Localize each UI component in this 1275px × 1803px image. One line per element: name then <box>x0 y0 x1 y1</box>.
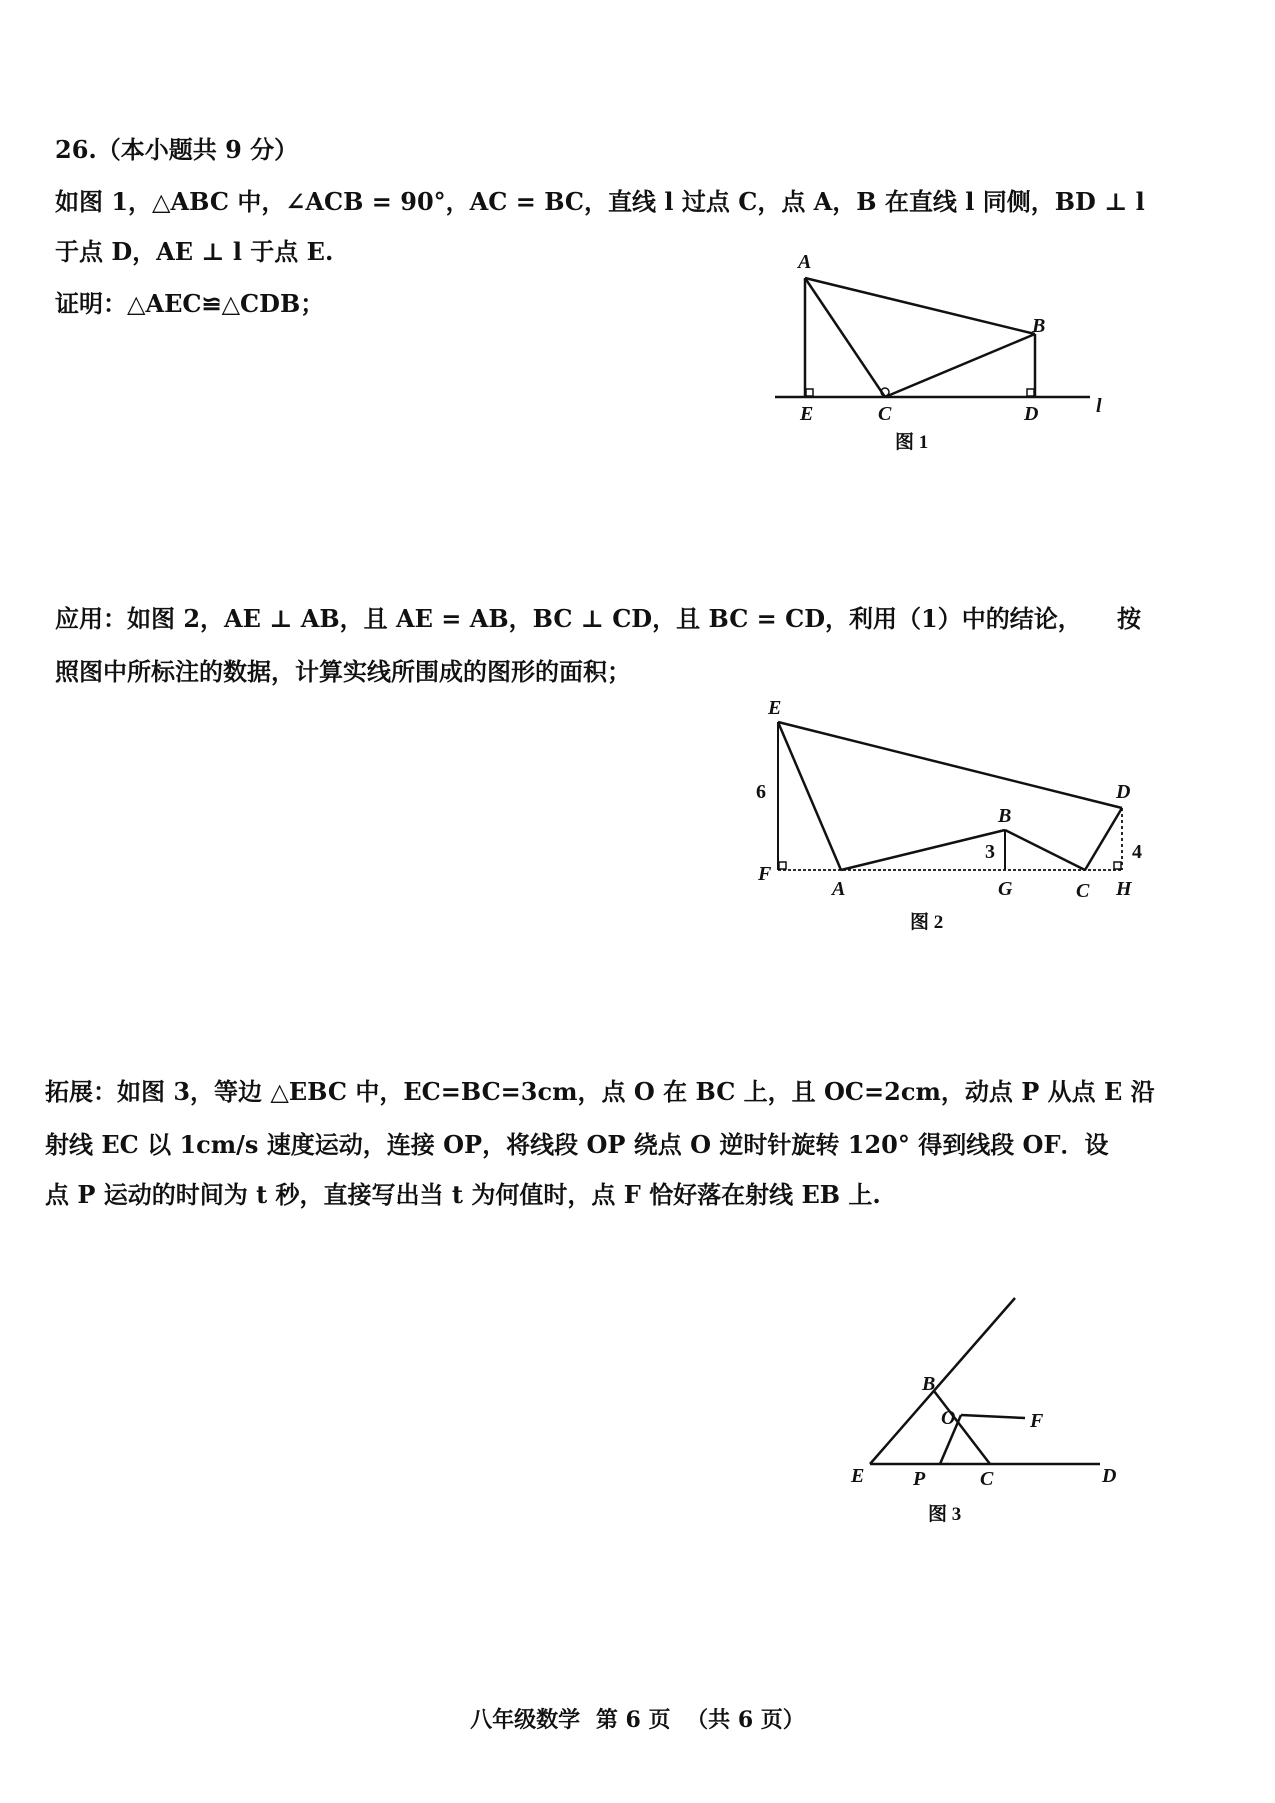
segment-AB <box>805 278 1035 334</box>
right-angle-F <box>779 862 786 869</box>
extend-line-1: 拓展：如图 3，等边 △EBC 中，EC=BC=3cm，点 O 在 BC 上，且 OC=2cm，动点 P 从点 E 沿 <box>45 1077 1155 1106</box>
extend-line-3: 点 P 运动的时间为 t 秒，直接写出当 t 为何值时，点 F 恰好落在射线 EB 上. <box>45 1180 881 1209</box>
ray-EB <box>870 1298 1015 1464</box>
footer-subject: 八年级数学 <box>470 1707 581 1733</box>
segment-EA <box>778 722 841 870</box>
segment-CD <box>1085 808 1122 870</box>
label-D: D <box>1102 1465 1117 1487</box>
right-angle-H <box>1114 862 1121 869</box>
segment-BC <box>1005 830 1085 870</box>
right-angle-E <box>806 389 813 396</box>
label-l: l <box>1096 395 1102 417</box>
label-C: C <box>878 403 892 425</box>
length-BG: 3 <box>985 841 995 863</box>
footer-page: 第 6 页 <box>595 1707 671 1733</box>
intro-line-2: 于点 D，AE ⊥ l 于点 E. <box>55 237 334 266</box>
label-F: F <box>758 863 772 885</box>
label-A: A <box>798 251 812 273</box>
label-H: H <box>1116 878 1132 900</box>
figure-2 <box>740 690 1160 940</box>
apply-line-1-tail: 按 <box>1117 604 1141 633</box>
label-E: E <box>851 1465 865 1487</box>
extend-line-2: 射线 EC 以 1cm/s 速度运动，连接 OP，将线段 OP 绕点 O 逆时针旋转 120° 得到线段 OF．设 <box>45 1130 1109 1159</box>
label-O: O <box>941 1407 956 1429</box>
segment-CB <box>885 334 1035 397</box>
segment-ED <box>778 722 1122 808</box>
figure-2-caption: 图 2 <box>910 912 944 933</box>
length-EF: 6 <box>756 781 766 803</box>
apply-line-1: 应用：如图 2，AE ⊥ AB，且 AE = AB，BC ⊥ CD，且 BC = CD，利用（1）中的结论， <box>55 604 1082 633</box>
label-F: F <box>1030 1410 1044 1432</box>
right-angle-D <box>1027 389 1034 396</box>
label-B: B <box>922 1373 936 1395</box>
figure-3 <box>840 1290 1140 1530</box>
label-B: B <box>998 805 1012 827</box>
figure-1-caption: 图 1 <box>895 432 929 453</box>
label-G: G <box>998 878 1013 900</box>
label-E: E <box>800 403 814 425</box>
label-C: C <box>980 1468 994 1490</box>
proof-statement: 证明：△AEC≌△CDB； <box>55 289 325 318</box>
apply-line-2: 照图中所标注的数据，计算实线所围成的图形的面积； <box>55 657 631 686</box>
footer-total: （共 6 页） <box>686 1707 805 1733</box>
label-D: D <box>1116 781 1131 803</box>
segment-OF <box>961 1415 1025 1418</box>
figure-3-caption: 图 3 <box>928 1504 962 1525</box>
label-P: P <box>913 1468 926 1490</box>
label-D: D <box>1024 403 1039 425</box>
problem-header: 26.（本小题共 9 分） <box>55 135 299 164</box>
segment-AB <box>841 830 1005 870</box>
intro-line-1: 如图 1，△ABC 中，∠ACB = 90°，AC = BC，直线 l 过点 C，点 A，B 在直线 l 同侧，BD ⊥ l <box>55 187 1145 216</box>
label-A: A <box>832 878 846 900</box>
figure-1 <box>760 240 1120 460</box>
label-C: C <box>1076 880 1090 902</box>
label-E: E <box>768 697 782 719</box>
label-B: B <box>1032 315 1046 337</box>
segment-AC <box>805 278 885 397</box>
length-DH: 4 <box>1132 841 1142 863</box>
page-footer <box>0 1703 1275 1734</box>
